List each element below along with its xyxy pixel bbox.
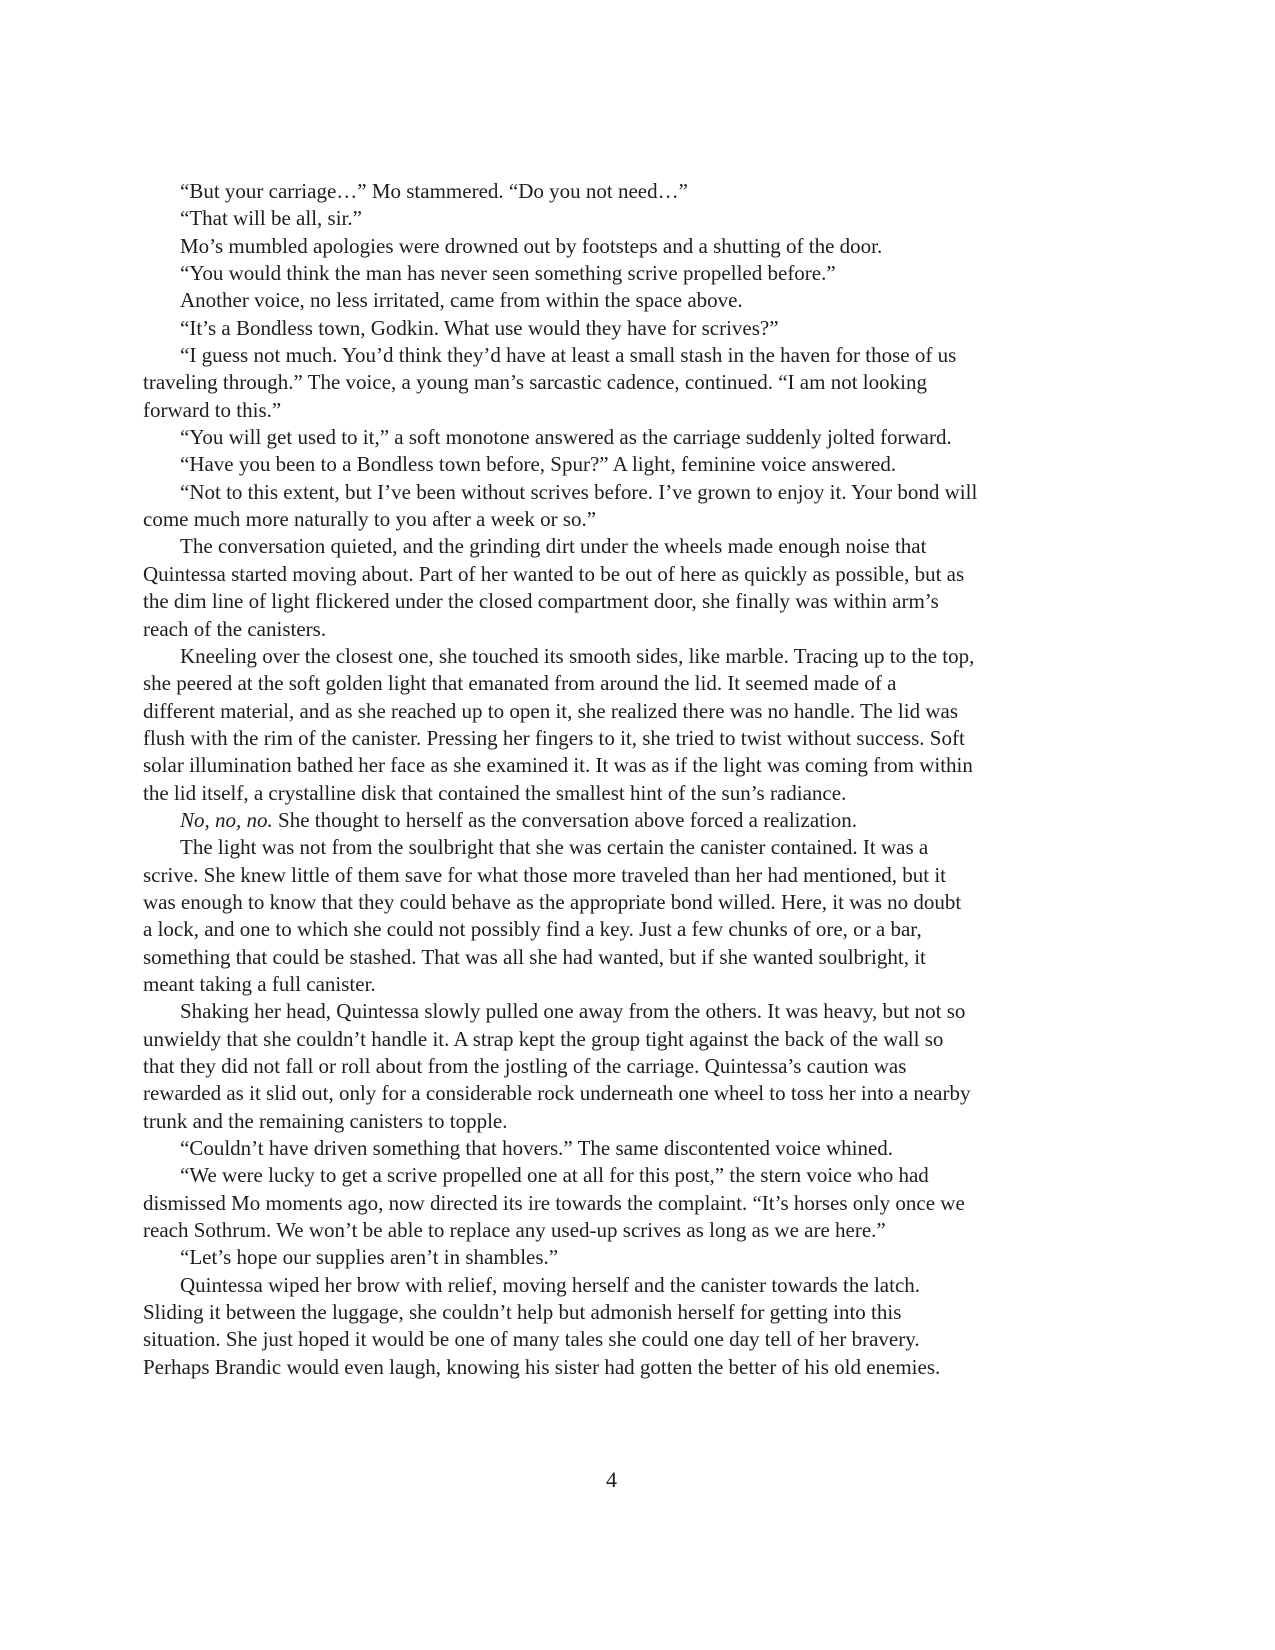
text-line: “We were lucky to get a scrive propelled one at all for this post,” the stern voice who had (180, 1163, 929, 1188)
body-text (143, 178, 1103, 1381)
text-line: Perhaps Brandic would even laugh, knowing his sister had gotten the better of his old enemies. (143, 1354, 941, 1379)
text-line: “You would think the man has never seen something scrive propelled before.” (180, 261, 836, 286)
text-line: The conversation quieted, and the grinding dirt under the wheels made enough noise that (180, 534, 927, 559)
text-line: different material, and as she reached up to open it, she realized there was no handle. The lid was (143, 698, 959, 723)
text-line: something that could be stashed. That was all she had wanted, but if she wanted soulbright, it (143, 944, 926, 969)
paragraph (143, 260, 1103, 287)
text-line: “It’s a Bondless town, Godkin. What use would they have for scrives?” (180, 315, 779, 340)
text-line: situation. She just hoped it would be one of many tales she could one day tell of her bravery. (143, 1327, 920, 1352)
paragraph (143, 1272, 1103, 1381)
paragraph (143, 451, 1103, 478)
text-line: a lock, and one to which she could not possibly find a key. Just a few chunks of ore, or a bar, (143, 917, 922, 942)
paragraph (143, 342, 1103, 424)
text-line: come much more naturally to you after a week or so.” (143, 507, 597, 532)
text-line: meant taking a full canister. (143, 971, 376, 996)
text-line: Kneeling over the closest one, she touched its smooth sides, like marble. Tracing up to the top, (180, 643, 975, 668)
text-line: dismissed Mo moments ago, now directed its ire towards the complaint. “It’s horses only once we (143, 1190, 965, 1215)
text-line: “But your carriage…” Mo stammered. “Do you not need…” (180, 179, 688, 203)
text-line: “Have you been to a Bondless town before, Spur?” A light, feminine voice answered. (180, 452, 897, 477)
text-line: Quintessa wiped her brow with relief, moving herself and the canister towards the latch. (180, 1272, 921, 1297)
text-line: solar illumination bathed her face as she examined it. It was as if the light was coming from within (143, 753, 973, 778)
text-line-rest: She thought to herself as the conversation above forced a realization. (272, 807, 858, 832)
paragraph (143, 1162, 1103, 1244)
text-line: trunk and the remaining canisters to topple. (143, 1108, 508, 1133)
text-line: Sliding it between the luggage, she couldn’t help but admonish herself for getting into this (143, 1300, 902, 1325)
text-line: rewarded as it slid out, only for a considerable rock underneath one wheel to toss her into a nearby (143, 1081, 971, 1106)
text-line: reach Sothrum. We won’t be able to replace any used-up scrives as long as we are here.” (143, 1218, 886, 1243)
paragraph (143, 1135, 1103, 1162)
text-line: she peered at the soft golden light that emanated from around the lid. It seemed made of a (143, 671, 897, 696)
text-line: “You will get used to it,” a soft monotone answered as the carriage suddenly jolted forward. (180, 425, 952, 450)
text-line: “Not to this extent, but I’ve been without scrives before. I’ve grown to enjoy it. Your bond will (180, 479, 978, 504)
paragraph (143, 233, 1103, 260)
text-line: Another voice, no less irritated, came from within the space above. (180, 288, 743, 313)
text-line: The light was not from the soulbright that she was certain the canister contained. It was a (180, 835, 929, 860)
text-line: the lid itself, a crystalline disk that contained the smallest hint of the sun’s radiance. (143, 780, 847, 805)
text-line: “That will be all, sir.” (180, 206, 362, 231)
paragraph (143, 479, 1103, 534)
paragraph (143, 1244, 1103, 1271)
text-line: Shaking her head, Quintessa slowly pulled one away from the others. It was heavy, but not so (180, 999, 966, 1024)
paragraph (143, 424, 1103, 451)
text-line: was enough to know that they could behave as the appropriate bond willed. Here, it was no doubt (143, 889, 962, 914)
text-line: that they did not fall or roll about from the jostling of the carriage. Quintessa’s caution was (143, 1054, 907, 1078)
text-line: traveling through.” The voice, a young man’s sarcastic cadence, continued. “I am not looking (143, 370, 927, 395)
text-line: “Let’s hope our supplies aren’t in shambles.” (180, 1245, 559, 1270)
text-line: scrive. She knew little of them save for what those more traveled than her had mentioned, but it (143, 862, 947, 887)
paragraph (143, 287, 1103, 314)
paragraph (143, 643, 1103, 807)
paragraph (143, 315, 1103, 342)
paragraph (143, 178, 1103, 205)
page-number: 4 (606, 1467, 617, 1492)
italic-thought: No, no, no. (180, 807, 273, 832)
paragraph (143, 807, 1103, 834)
text-line (143, 807, 1103, 834)
text-line: unwieldy that she couldn’t handle it. A strap kept the group tight against the back of the wall so (143, 1026, 944, 1051)
text-line: “Couldn’t have driven something that hovers.” The same discontented voice whined. (180, 1136, 894, 1161)
paragraph (143, 533, 1103, 642)
text-line: reach of the canisters. (143, 616, 327, 641)
text-line: Quintessa started moving about. Part of her wanted to be out of here as quickly as possible, but as (143, 561, 965, 586)
text-line: the dim line of light flickered under the closed compartment door, she finally was within arm’s (143, 589, 939, 614)
text-line: forward to this.” (143, 397, 282, 422)
paragraph (143, 998, 1103, 1135)
text-line: flush with the rim of the canister. Pressing her fingers to it, she tried to twist without success. Soft (143, 725, 965, 750)
text-line: Mo’s mumbled apologies were drowned out by footsteps and a shutting of the door. (180, 233, 883, 258)
paragraph (143, 834, 1103, 998)
text-line: “I guess not much. You’d think they’d have at least a small stash in the haven for those of us (180, 343, 957, 368)
paragraph (143, 205, 1103, 232)
